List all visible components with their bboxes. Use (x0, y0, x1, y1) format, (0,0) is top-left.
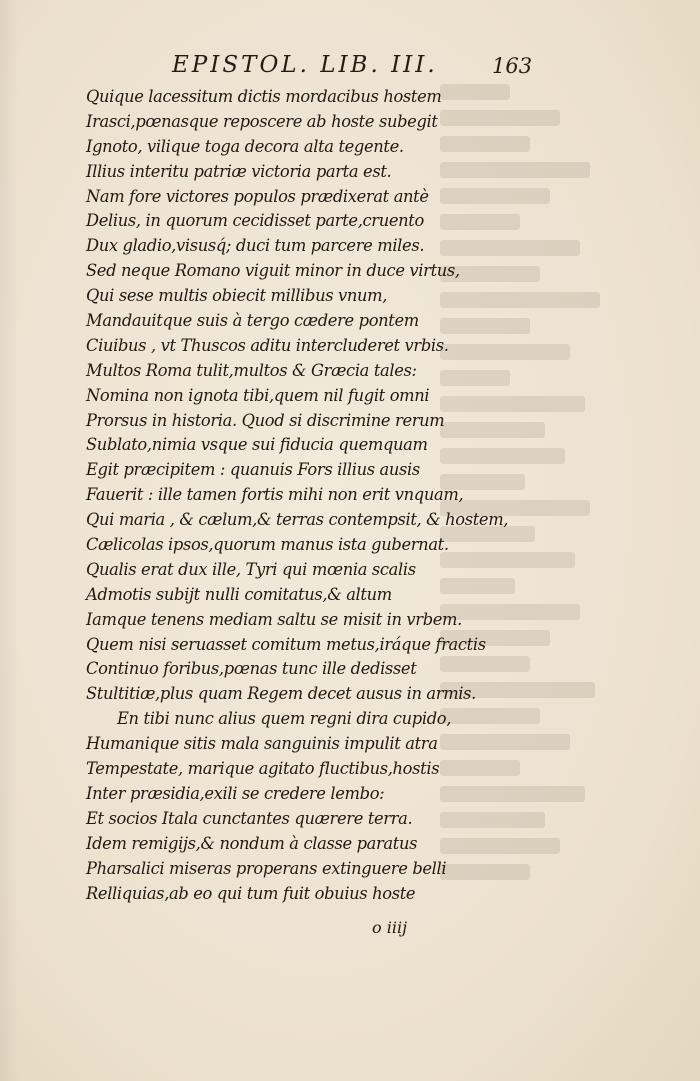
signature-mark: o iiij (372, 918, 408, 937)
verse-line: Quique lacessitum dictis mordacibus hostem (86, 87, 442, 106)
verse-line: Admotis subijt nulli comitatus,& altum (86, 584, 392, 604)
verse-line-indented: En tibi nunc alius quem regni dira cupido, (117, 709, 452, 729)
verse-line: Nomina non ignota tibi,quem nil fugit omni (86, 385, 430, 405)
page-number: 163 (492, 54, 533, 78)
verse-line: Illius interitu patriæ victoria parta est. (86, 161, 392, 181)
running-head: EPISTOL. LIB. III. (172, 52, 438, 78)
verse-line: Inter præsidia,exili se credere lembo: (86, 783, 385, 803)
verse-line: Tempestate, marique agitato fluctibus,hostis (86, 759, 440, 779)
verse-line: Nam fore victores populos prædixerat antè (86, 186, 429, 206)
verse-line: Stultitiæ,plus quam Regem decet ausus in armis. (86, 684, 476, 704)
verse-line: Idem remigijs,& nondum à classe paratus (86, 833, 418, 853)
verse-line: Dux gladio,visusq́; duci tum parcere miles. (86, 236, 425, 256)
verse-line: Sublato,nimia vsque sui fiducia quemquam (86, 435, 428, 455)
verse-line: Qui maria , & cælum,& terras contempsit, & hostem, (86, 510, 509, 530)
verse-line: Delius, in quorum cecidisset parte,cruento (86, 211, 424, 231)
verse-line: Ciuibus , vt Thuscos aditu intercluderet vrbis. (86, 335, 449, 355)
verse-line: Relliquias,ab eo qui tum fuit obuius hoste (86, 883, 416, 903)
verse-line: Ignoto, vilique toga decora alta tegente. (86, 136, 404, 156)
verse-line: Fauerit : ille tamen fortis mihi non erit vnquam, (86, 485, 464, 505)
verse-line: Continuo foribus,pœnas tunc ille dedisset (86, 659, 417, 679)
verse-line: Mandauitque suis à tergo cædere pontem (86, 311, 419, 331)
page-header (0, 52, 700, 86)
verse-line: Quem nisi seruasset comitum metus,iráque fractis (86, 634, 486, 654)
verse-line: Qui sese multis obiecit millibus vnum, (86, 286, 388, 306)
verse-line: Egit præcipitem : quanuis Fors illius ausis (86, 460, 420, 480)
verse-line: Prorsus in historia. Quod si discrimine rerum (86, 410, 445, 430)
verse-line: Humanique sitis mala sanguinis impulit atra (86, 734, 438, 754)
verse-line: Pharsalici miseras properans extinguere belli (86, 858, 447, 878)
verse-line: Irasci,pœnasque reposcere ab hoste subegit (86, 111, 438, 131)
verse-line: Qualis erat dux ille, Tyri qui mœnia scalis (86, 559, 416, 579)
verse-text (86, 85, 526, 906)
verse-line: Sed neque Romano viguit minor in duce virtus, (86, 261, 460, 281)
verse-line: Iamque tenens mediam saltu se misit in vrbem. (86, 609, 462, 629)
verse-line: Cælicolas ipsos,quorum manus ista gubernat. (86, 535, 449, 555)
verse-line: Multos Roma tulit,multos & Græcia tales: (86, 360, 417, 380)
verse-line: Et socios Itala cunctantes quærere terra. (86, 808, 413, 828)
